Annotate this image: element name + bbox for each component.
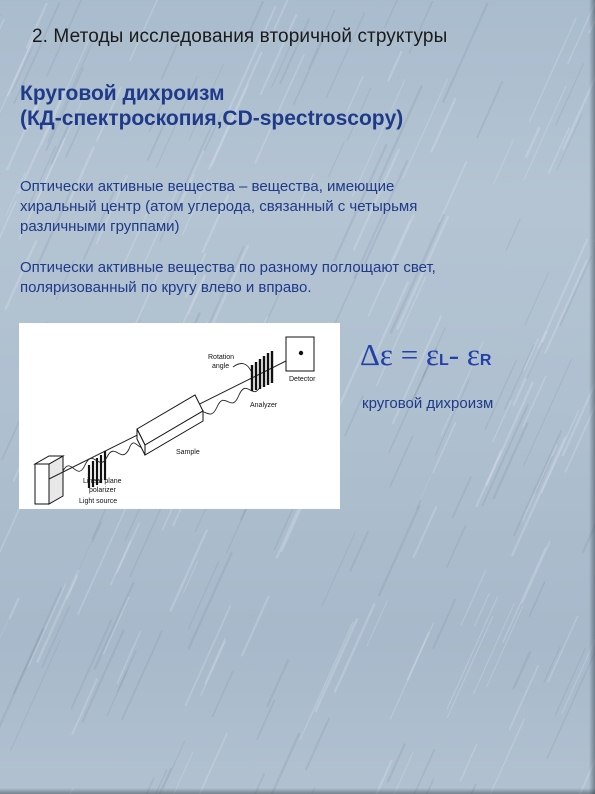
rain-streak (122, 631, 162, 720)
rain-streak (94, 582, 133, 669)
rain-streak (42, 606, 70, 667)
rain-streak (525, 272, 549, 324)
paragraph-line: различными группами) (20, 218, 180, 235)
rain-streak (461, 570, 486, 625)
rain-streak (388, 51, 402, 81)
rain-streak (0, 19, 4, 137)
rain-streak (506, 219, 520, 251)
analyzer-label: Analyzer (250, 402, 278, 409)
minus-sign: - (448, 337, 467, 372)
rain-streak (161, 44, 177, 79)
paragraph-line: Оптически активные вещества по разному поглощают свет, (20, 259, 436, 276)
rain-streak (117, 523, 140, 573)
detector-box (286, 337, 314, 371)
rotation-label-line-2: angle (212, 363, 230, 370)
title-line-2: (КД-спектроскопия,CD-spectroscopy) (20, 107, 404, 130)
slide-shadow-right (589, 0, 595, 794)
rain-streak (315, 618, 357, 711)
rain-streak (379, 505, 420, 596)
rain-streak (526, 127, 540, 157)
rain-streak (433, 599, 455, 649)
rain-streak (10, 640, 60, 751)
rain-streak (460, 744, 477, 782)
rain-streak (205, 638, 225, 683)
slide-title (20, 81, 403, 131)
analyzer-grating (252, 351, 272, 391)
paragraph-line: Оптически активные вещества – вещества, имеющие (20, 178, 395, 195)
rain-streak (328, 142, 344, 177)
rain-streak (447, 525, 466, 567)
formula-caption: круговой дихроизм (362, 395, 494, 412)
rain-streak (267, 660, 288, 707)
cd-formula (360, 337, 491, 373)
rain-streak (37, 570, 79, 663)
rain-streak (477, 81, 503, 138)
rain-streak (385, 0, 399, 28)
paragraph-line: поляризованный по кругу влево и вправо. (20, 279, 312, 296)
rain-streak (529, 582, 545, 617)
rain-streak (522, 541, 550, 603)
rain-streak (547, 645, 595, 759)
cd-spectrometer-diagram (19, 323, 340, 509)
rain-streak (242, 596, 269, 656)
rain-streak (212, 671, 233, 717)
slide-header: 2. Методы исследования вторичной структуры (32, 26, 448, 47)
rotation-angle-arc (233, 364, 251, 371)
rain-streak (281, 509, 300, 552)
polarizer-label-line-1: Linear plane (83, 478, 122, 485)
light-source-label: Light source (79, 498, 118, 505)
rain-streak (545, 260, 587, 353)
rain-streak (523, 376, 546, 427)
rain-streak (514, 430, 562, 536)
rain-streak (417, 473, 433, 509)
equals-sign: = (392, 337, 426, 372)
rain-streak (28, 584, 65, 667)
rain-streak (71, 620, 111, 710)
rain-streak (513, 651, 530, 689)
rain-streak (0, 619, 10, 693)
rain-streak (538, 239, 587, 348)
rain-streak (130, 498, 166, 577)
title-line-1: Круговой дихроизм (20, 82, 225, 105)
rotation-label-line-1: Rotation (208, 354, 235, 361)
rain-streak (367, 600, 387, 646)
subscript-r: R (479, 352, 492, 369)
rain-streak (345, 396, 363, 436)
rain-streak (72, 679, 97, 735)
delta-epsilon: Δε (360, 337, 393, 372)
rain-streak (201, 641, 226, 696)
rain-streak (474, 593, 489, 626)
rain-streak (478, 719, 524, 794)
rain-streak (407, 632, 429, 680)
rain-streak (443, 3, 488, 102)
rain-streak (0, 201, 16, 276)
absorption-paragraph (20, 258, 436, 298)
polarizer-label-line-2: polarizer (89, 487, 116, 494)
rain-streak (447, 596, 498, 709)
rain-streak (258, 733, 299, 794)
rain-streak (452, 476, 471, 518)
rain-streak (542, 410, 579, 493)
paragraph-line: хиральный центр (атом углерода, связанный с четырьмя (20, 198, 418, 215)
rain-streak (435, 379, 469, 455)
rain-streak (524, 86, 566, 180)
detector-label: Detector (289, 376, 316, 383)
rain-streak (529, 18, 576, 123)
epsilon-right: ε (466, 337, 480, 372)
epsilon-left: ε (425, 337, 439, 372)
light-source-box (35, 456, 63, 504)
rain-streak (512, 437, 566, 556)
rain-streak (544, 647, 560, 683)
sample-cell (137, 395, 203, 455)
slide-shadow-bottom (0, 788, 595, 794)
subscript-l: L (438, 352, 449, 369)
rain-streak (257, 700, 275, 740)
rain-streak (306, 718, 330, 770)
rain-streak (439, 161, 466, 222)
rain-streak (163, 741, 184, 788)
sample-label: Sample (176, 449, 200, 456)
rain-streak (186, 733, 227, 794)
rain-streak (117, 650, 136, 692)
rain-streak (557, 114, 582, 171)
rain-streak (548, 616, 578, 682)
rain-streak (77, 522, 101, 575)
rain-streak (82, 630, 124, 722)
definition-paragraph (20, 177, 417, 237)
rain-streak (493, 139, 513, 184)
